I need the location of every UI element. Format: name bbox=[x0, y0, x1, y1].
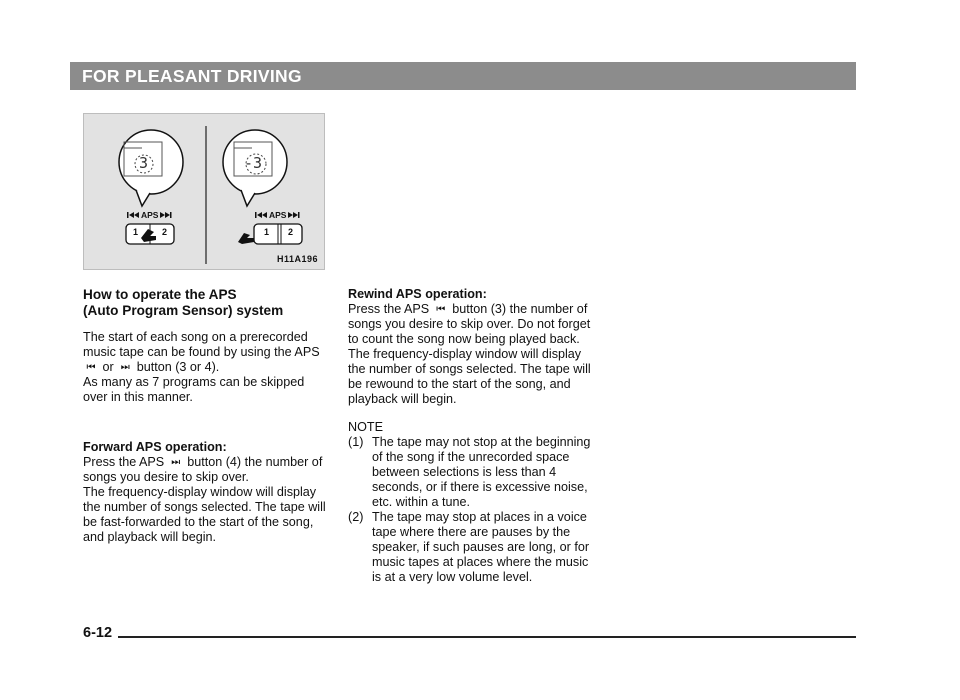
aps-diagram bbox=[84, 114, 326, 271]
forward-paragraph bbox=[83, 455, 329, 485]
forward-paragraph-2: The frequency-display window will display the number of songs selected. The tape will be fast-forwarded to the start of the song, and playback will begin. bbox=[83, 485, 326, 544]
intro-text-b: button (3 or 4). bbox=[136, 360, 220, 374]
rewind-text-b: button (3) the number of songs you desire to skip over. Do not forget to count the song now being played back. The frequency-display window will display the number of songs selected. The tape will be rewound to the start of the song, and playback will begin. bbox=[348, 302, 591, 406]
skip-forward-icon: ⏭ bbox=[120, 362, 130, 373]
heading-line-1: How to operate the APS bbox=[83, 287, 237, 302]
left-column bbox=[83, 287, 329, 545]
note-text: The tape may not stop at the beginning of the song if the unrecorded space between selections is less than 4 seconds, or if there is excessive noise, etc. within a tune. bbox=[372, 435, 591, 509]
rewind-heading: Rewind APS operation: bbox=[348, 287, 487, 301]
forward-text-b: button (4) the number of songs you desire to skip over. bbox=[83, 455, 323, 484]
heading-line-2: (Auto Program Sensor) system bbox=[83, 302, 284, 318]
skip-forward-icon: ⏭ bbox=[171, 457, 181, 468]
rewind-paragraph bbox=[348, 302, 594, 407]
right-button-2-label: 2 bbox=[288, 227, 294, 237]
right-pointing-hand-icon bbox=[238, 233, 254, 244]
right-button-1-label: 1 bbox=[264, 227, 270, 237]
left-button-2-label: 2 bbox=[162, 227, 168, 237]
note-number: (2) bbox=[348, 510, 364, 524]
note-item bbox=[348, 510, 594, 585]
spacer bbox=[83, 405, 329, 440]
rewind-text-a: Press the APS bbox=[348, 302, 430, 316]
skip-back-icon: ⏮ bbox=[436, 304, 446, 315]
intro-paragraph bbox=[83, 330, 329, 375]
aps-illustration bbox=[83, 113, 325, 270]
section-heading bbox=[83, 287, 329, 318]
right-column bbox=[348, 287, 594, 585]
note-text: The tape may stop at places in a voice tape where there are pauses by the speaker, if such pauses are long, or for music tapes at places where the music is at a very low volume level. bbox=[372, 510, 590, 584]
section-header-bar bbox=[70, 62, 856, 90]
skip-back-icon: ⏮ bbox=[86, 362, 96, 373]
figure-code: H11A196 bbox=[276, 254, 318, 264]
right-display-digit: -3 bbox=[244, 154, 263, 172]
spacer bbox=[348, 407, 594, 420]
intro-paragraph-2: As many as 7 programs can be skipped over in this manner. bbox=[83, 375, 305, 404]
note-number: (1) bbox=[348, 435, 364, 449]
page-number: 6-12 bbox=[83, 625, 113, 641]
left-display-digit: 3 bbox=[139, 154, 149, 172]
left-button-1-label: 1 bbox=[133, 227, 139, 237]
right-aps-label: APS bbox=[269, 210, 287, 220]
footer-rule bbox=[118, 636, 856, 638]
note-item bbox=[348, 435, 594, 510]
left-callout-bubble bbox=[119, 130, 183, 206]
intro-text-a: The start of each song on a prerecorded music tape can be found by using the APS bbox=[83, 330, 320, 359]
left-aps-label: APS bbox=[141, 210, 159, 220]
section-title: FOR PLEASANT DRIVING bbox=[82, 66, 302, 86]
forward-text-a: Press the APS bbox=[83, 455, 165, 469]
note-label: NOTE bbox=[348, 420, 383, 434]
intro-or: or bbox=[102, 360, 114, 374]
forward-heading: Forward APS operation: bbox=[83, 440, 227, 454]
